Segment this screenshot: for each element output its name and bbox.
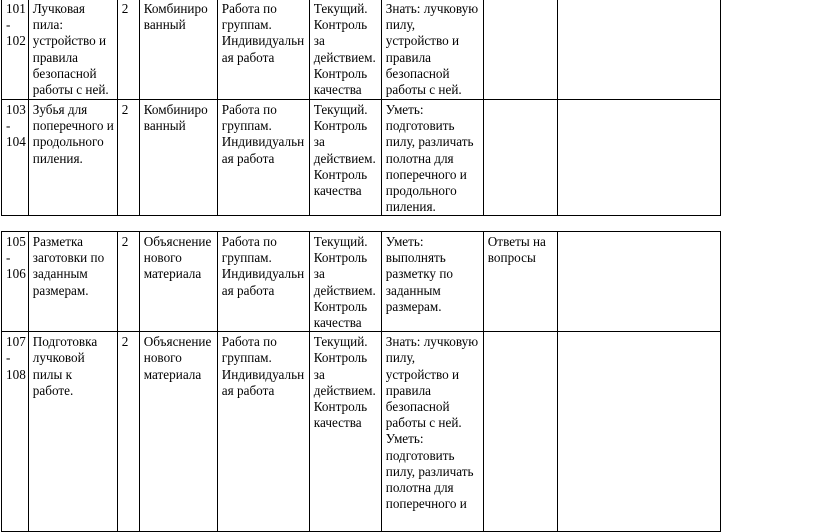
control-type: Текущий. Контроль за действием. Контроль качества bbox=[309, 0, 381, 100]
extra-cell bbox=[483, 332, 557, 532]
lesson-number: 105 - 106 bbox=[2, 232, 29, 332]
table-row bbox=[2, 100, 721, 216]
work-form: Работа по группам. Индивидуальн ая работа bbox=[217, 232, 309, 332]
lesson-table-bottom bbox=[1, 231, 721, 532]
extra-cell bbox=[483, 100, 557, 216]
learning-outcome: Знать: лучковую пилу, устройство и правила безопасной работы с ней. bbox=[381, 0, 483, 100]
lesson-topic: Лучковая пила: устройство и правила безопасной работы с ней. bbox=[28, 0, 117, 100]
lesson-type: Комбиниро ванный bbox=[139, 0, 217, 100]
learning-outcome: Уметь: выполнять разметку по заданным размерам. bbox=[381, 232, 483, 332]
extra-cell: Ответы на вопросы bbox=[483, 232, 557, 332]
table-row bbox=[2, 332, 721, 532]
lesson-number: 107 - 108 bbox=[2, 332, 29, 532]
lesson-topic: Подготовка лучковой пилы к работе. bbox=[28, 332, 117, 532]
work-form: Работа по группам. Индивидуальн ая работа bbox=[217, 0, 309, 100]
note-cell bbox=[557, 100, 720, 216]
learning-outcome: Уметь: подготовить пилу, различать полотна для поперечного и продольного пиления. bbox=[381, 100, 483, 216]
note-cell bbox=[557, 0, 720, 100]
control-type: Текущий. Контроль за действием. Контроль качества bbox=[309, 232, 381, 332]
lesson-type: Комбиниро ванный bbox=[139, 100, 217, 216]
learning-outcome: Знать: лучковую пилу, устройство и правила безопасной работы с ней. Уметь: подготовить пилу, различать полотна для поперечного и bbox=[381, 332, 483, 532]
note-cell bbox=[557, 332, 720, 532]
extra-cell bbox=[483, 0, 557, 100]
control-type: Текущий. Контроль за действием. Контроль качества bbox=[309, 100, 381, 216]
lesson-number: 101 - 102 bbox=[2, 0, 29, 100]
note-cell bbox=[557, 232, 720, 332]
control-type: Текущий. Контроль за действием. Контроль качества bbox=[309, 332, 381, 532]
lesson-topic: Зубья для поперечного и продольного пиления. bbox=[28, 100, 117, 216]
table-row bbox=[2, 0, 721, 100]
lesson-topic: Разметка заготовки по заданным размерам. bbox=[28, 232, 117, 332]
table-row bbox=[2, 232, 721, 332]
lesson-type: Объяснение нового материала bbox=[139, 332, 217, 532]
lesson-hours: 2 bbox=[117, 332, 139, 532]
lesson-hours: 2 bbox=[117, 232, 139, 332]
lesson-hours: 2 bbox=[117, 0, 139, 100]
lesson-number: 103 - 104 bbox=[2, 100, 29, 216]
lesson-table-top bbox=[1, 0, 721, 216]
lesson-hours: 2 bbox=[117, 100, 139, 216]
work-form: Работа по группам. Индивидуальн ая работа bbox=[217, 332, 309, 532]
work-form: Работа по группам. Индивидуальн ая работа bbox=[217, 100, 309, 216]
lesson-type: Объяснение нового материала bbox=[139, 232, 217, 332]
